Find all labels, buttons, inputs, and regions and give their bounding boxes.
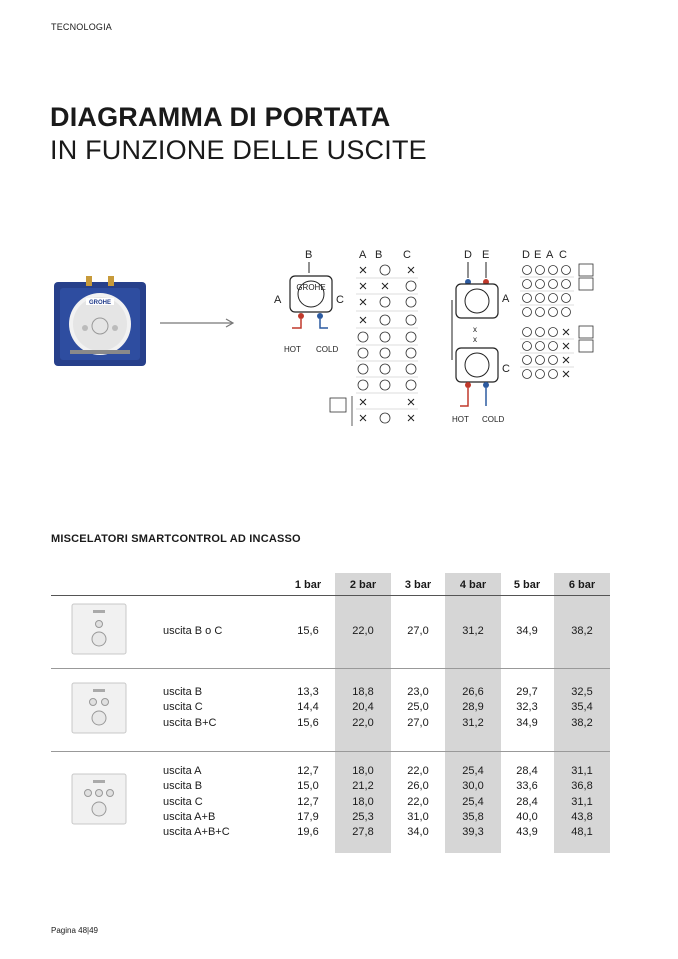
flow-value: 40,0 — [516, 810, 538, 823]
product-photo — [52, 276, 148, 370]
outlet-diagram-2-way — [268, 240, 428, 430]
label-b: B — [305, 249, 313, 261]
flow-value: 26,0 — [407, 780, 429, 793]
label-c: C — [336, 294, 344, 306]
flow-value: 14,4 — [297, 701, 319, 714]
flow-value: 22,0 — [352, 625, 374, 637]
col-a-right: A — [546, 249, 554, 261]
svg-text:x: x — [473, 325, 477, 334]
flow-value: 25,4 — [462, 765, 484, 777]
product-thumbnail — [71, 682, 127, 734]
page-title: DIAGRAMMA DI PORTATA — [50, 102, 391, 132]
cold-label: COLD — [316, 345, 339, 354]
table-row — [51, 668, 610, 751]
flow-value: 31,2 — [462, 716, 484, 729]
flow-value: 31,1 — [571, 795, 593, 808]
flow-value: 27,0 — [407, 716, 429, 729]
col-c-right: C — [559, 249, 567, 261]
pressure-header: 6 bar — [568, 579, 596, 591]
flow-table — [51, 573, 610, 853]
flow-value: 27,0 — [407, 625, 429, 637]
flow-value: 31,2 — [462, 625, 484, 637]
pressure-header: 1 bar — [294, 579, 322, 591]
pressure-header: 5 bar — [513, 579, 541, 591]
flow-value: 43,9 — [516, 826, 538, 839]
col-d: D — [522, 249, 530, 261]
col-a: A — [359, 249, 367, 261]
svg-text:x: x — [473, 335, 477, 344]
flow-value: 28,4 — [516, 765, 538, 777]
hot-label-right: HOT — [452, 415, 469, 424]
hot-label: HOT — [284, 345, 301, 354]
outlet-label: uscita C — [163, 795, 203, 808]
flow-value: 22,0 — [352, 716, 374, 729]
flow-value: 25,0 — [407, 701, 429, 714]
outlet-diagram-3-way — [448, 240, 608, 430]
page-number: Pagina 48|49 — [51, 926, 99, 935]
flow-value: 23,0 — [407, 686, 429, 698]
product-thumbnail — [71, 773, 127, 825]
flow-value: 18,0 — [352, 765, 374, 777]
outlet-label: uscita A+B — [163, 810, 216, 823]
label-a: A — [274, 294, 282, 306]
label-a-right: A — [502, 293, 510, 305]
flow-value: 35,4 — [571, 701, 593, 714]
outlet-label: uscita B o C — [163, 625, 223, 637]
cold-label-right: COLD — [482, 415, 505, 424]
flow-value: 13,3 — [297, 686, 319, 698]
section-tag: TECNOLOGIA — [51, 22, 113, 32]
product-thumbnail — [71, 603, 127, 655]
label-d: D — [464, 249, 472, 261]
flow-value: 32,5 — [571, 686, 593, 698]
flow-value: 31,1 — [571, 765, 593, 777]
pressure-header: 2 bar — [349, 579, 377, 591]
flow-value: 34,9 — [516, 625, 538, 637]
col-c: C — [403, 249, 411, 261]
flow-value: 25,3 — [352, 810, 374, 823]
outlet-label: uscita B — [163, 686, 203, 698]
flow-value: 20,4 — [352, 701, 374, 714]
flow-value: 12,7 — [297, 765, 319, 777]
outlet-label: uscita A+B+C — [163, 826, 230, 839]
flow-value: 15,6 — [297, 625, 319, 637]
flow-value: 31,0 — [407, 810, 429, 823]
label-e: E — [482, 249, 490, 261]
col-e: E — [534, 249, 542, 261]
outlet-label: uscita C — [163, 701, 203, 714]
pressure-header: 3 bar — [404, 579, 432, 591]
flow-value: 29,7 — [516, 686, 538, 698]
page-subtitle: IN FUNZIONE DELLE USCITE — [50, 135, 427, 165]
flow-value: 27,8 — [352, 826, 374, 839]
flow-value: 28,9 — [462, 701, 484, 714]
flow-value: 15,0 — [297, 780, 319, 793]
pressure-header: 4 bar — [459, 579, 487, 591]
outlet-label: uscita A — [163, 765, 202, 777]
flow-value: 38,2 — [571, 716, 593, 729]
table-row — [51, 751, 610, 853]
flow-value: 19,6 — [297, 826, 319, 839]
diagram-brand: GROHE — [296, 283, 326, 292]
flow-value: 34,9 — [516, 716, 538, 729]
flow-value: 18,0 — [352, 795, 374, 808]
brand-logo: GROHE — [88, 300, 112, 306]
flow-value: 22,0 — [407, 765, 429, 777]
table-row — [51, 595, 610, 668]
flow-value: 48,1 — [571, 826, 593, 839]
flow-value: 25,4 — [462, 795, 484, 808]
outlet-label: uscita B+C — [163, 716, 217, 729]
flow-value: 34,0 — [407, 826, 429, 839]
arrow-icon — [160, 316, 238, 330]
flow-value: 36,8 — [571, 780, 593, 793]
table-heading: MISCELATORI SMARTCONTROL AD INCASSO — [51, 533, 301, 545]
flow-value: 17,9 — [297, 810, 319, 823]
flow-value: 32,3 — [516, 701, 538, 714]
flow-value: 35,8 — [462, 810, 484, 823]
flow-value: 18,8 — [352, 686, 374, 698]
flow-value: 15,6 — [297, 716, 319, 729]
flow-value: 28,4 — [516, 795, 538, 808]
flow-value: 39,3 — [462, 826, 484, 839]
flow-value: 38,2 — [571, 625, 593, 637]
flow-value: 12,7 — [297, 795, 319, 808]
flow-value: 33,6 — [516, 780, 538, 793]
flow-value: 22,0 — [407, 795, 429, 808]
flow-value: 21,2 — [352, 780, 374, 793]
flow-value: 43,8 — [571, 810, 593, 823]
label-c-right: C — [502, 363, 510, 375]
col-b: B — [375, 249, 383, 261]
outlet-label: uscita B — [163, 780, 203, 793]
flow-value: 26,6 — [462, 686, 484, 698]
flow-value: 30,0 — [462, 780, 484, 793]
